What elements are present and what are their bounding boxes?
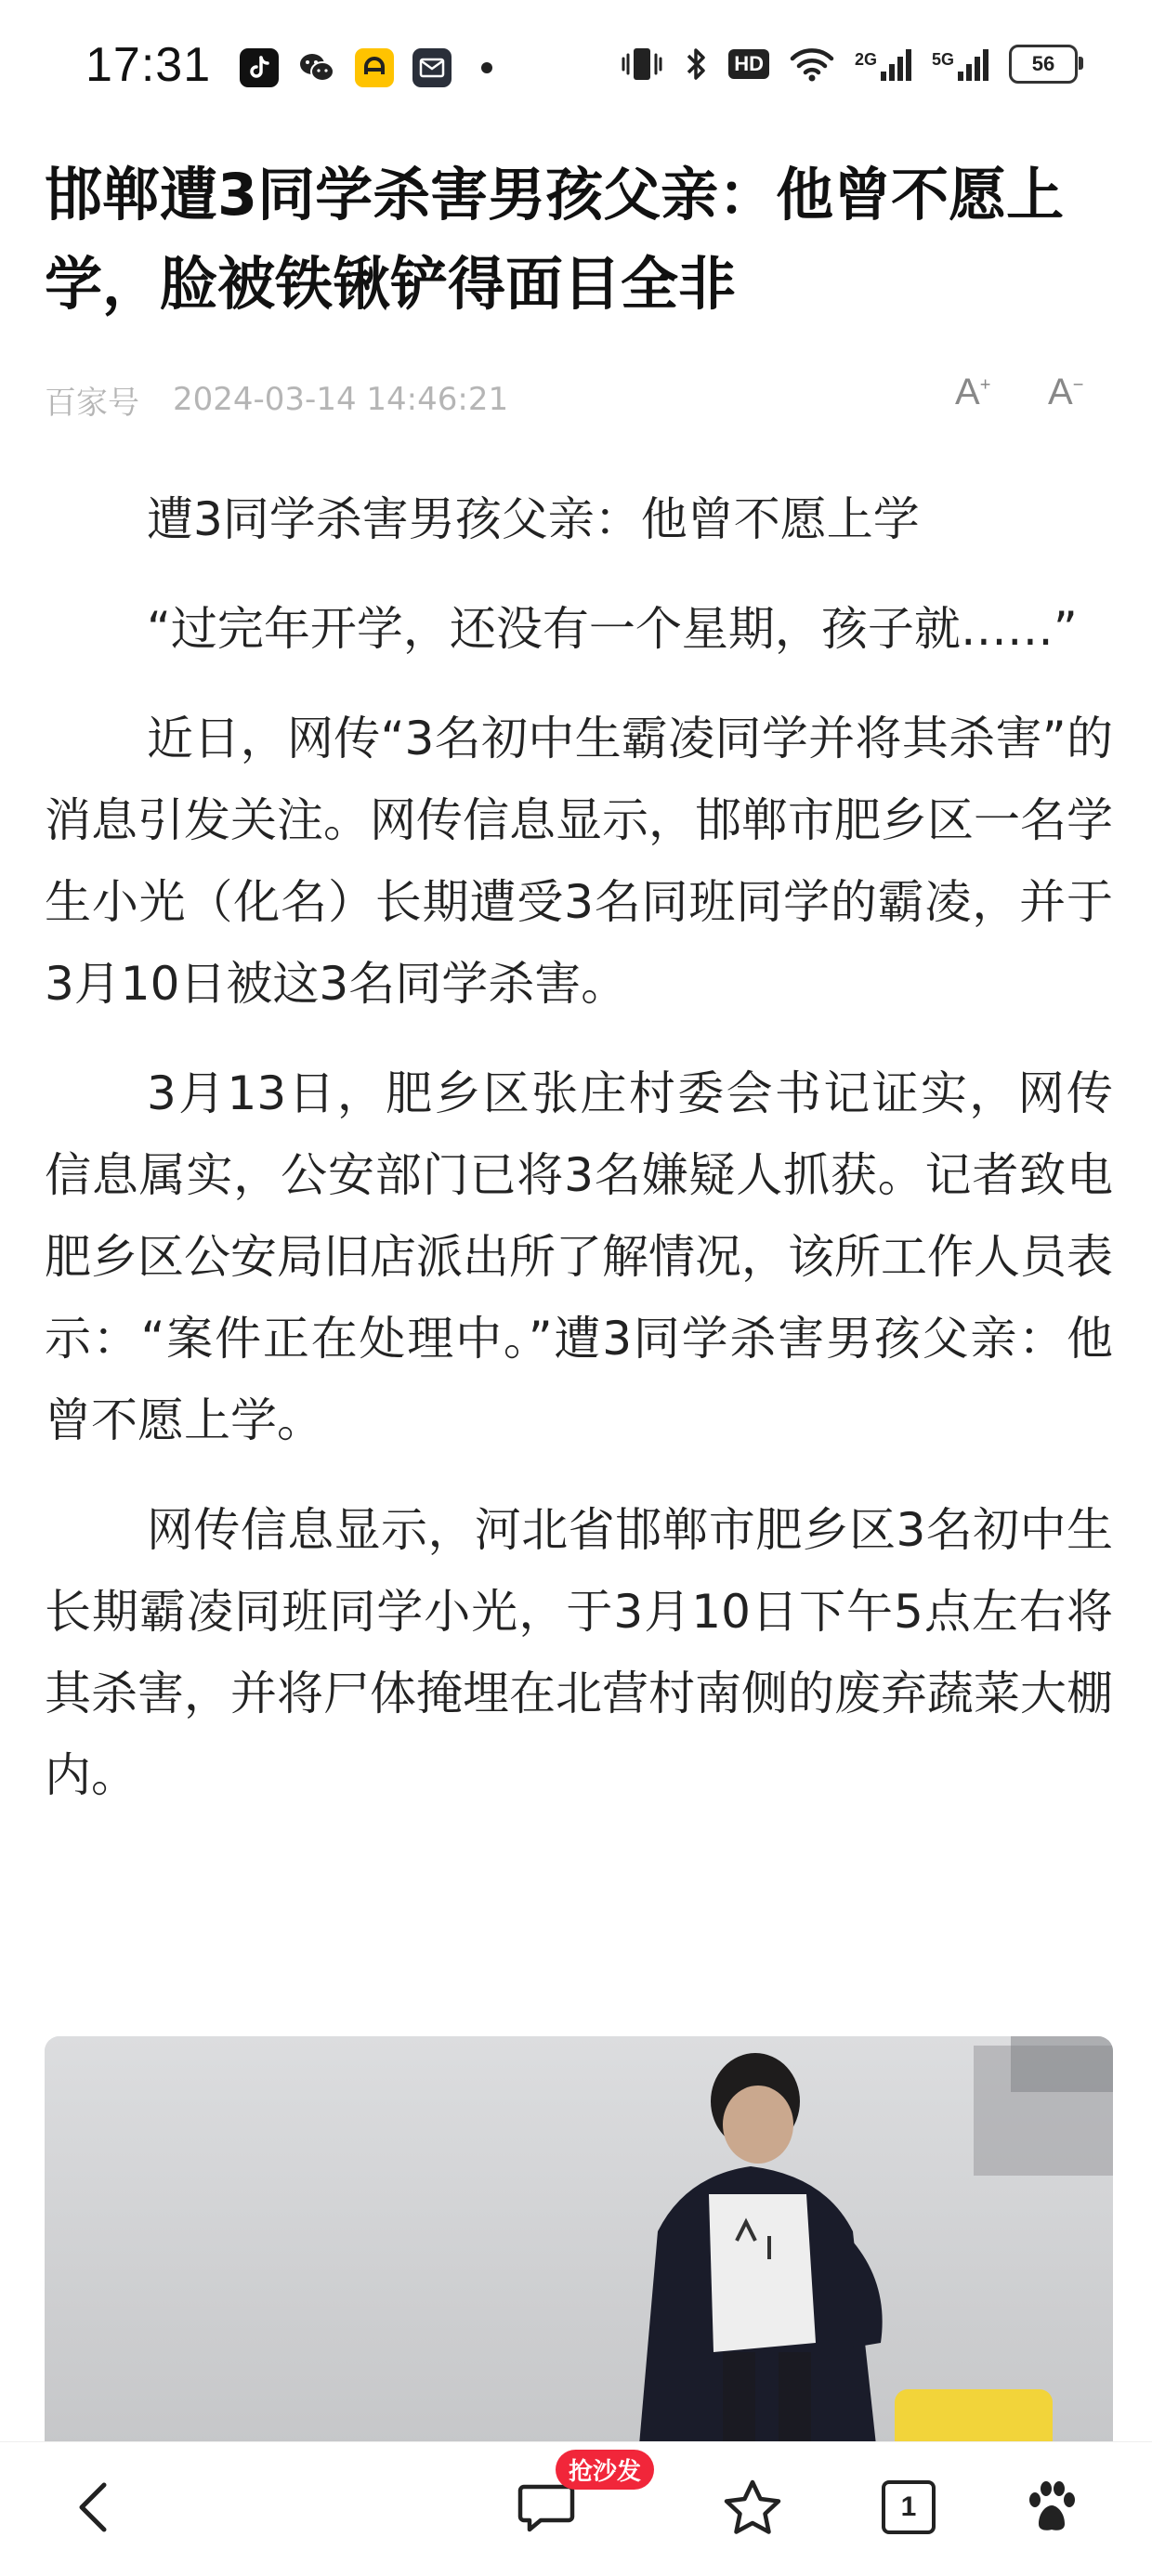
mail-icon [412, 48, 452, 87]
tiktok-icon [240, 48, 279, 87]
hd-badge: HD [728, 49, 769, 79]
signal-1 [855, 47, 911, 81]
paw-icon [1022, 2478, 1081, 2537]
network-label-1: 2G [854, 50, 877, 69]
article-title: 邯郸遭3同学杀害男孩父亲：他曾不愿上学，脸被铁锹铲得面目全非 [45, 161, 1065, 318]
plus-icon: + [979, 374, 991, 396]
signal-2 [932, 47, 988, 81]
font-decrease-label: A [1048, 372, 1073, 412]
wifi-icon [790, 46, 834, 82]
battery-indicator [1009, 45, 1078, 84]
comment-sofa-badge[interactable]: 抢沙发 [556, 2450, 654, 2490]
meituan-icon [355, 48, 394, 87]
more-notifications-dot [481, 62, 492, 73]
article-meta [45, 372, 1113, 427]
wechat-icon [297, 48, 336, 87]
back-button[interactable] [56, 2470, 130, 2544]
signal-bars-1-icon [880, 47, 911, 81]
tabs-button[interactable] [871, 2470, 946, 2544]
tab-count-box [882, 2480, 936, 2534]
back-arrow-icon [74, 2479, 111, 2535]
bottom-toolbar [0, 2441, 1152, 2576]
article-paragraph: 3月13日，肥乡区张庄村委会书记证实，网传信息属实，公安部门已将3名嫌疑人抓获。记者致电肥乡区公安局旧店派出所了解情况，该所工作人员表示：“案件正在处理中。”遭3同学杀害男孩父亲：他曾不愿上学。 [45, 1066, 1113, 1447]
font-increase-button[interactable] [955, 372, 990, 413]
bluetooth-icon [684, 46, 708, 83]
signal-bars-2-icon [957, 47, 988, 81]
status-bar [0, 0, 1152, 130]
article-paragraph: 网传信息显示，河北省邯郸市肥乡区3名初中生长期霸凌同班同学小光，于3月10日下午5点左右将其杀害，并将尸体掩埋在北营村南侧的废弃蔬菜大棚内。 [45, 1503, 1113, 1802]
font-increase-label: A [955, 372, 980, 412]
system-icons [621, 45, 1078, 84]
article-paragraph: “过完年开学，还没有一个星期，孩子就……” [147, 602, 1078, 656]
article-source[interactable]: 百家号 [45, 384, 139, 422]
favorite-button[interactable] [715, 2470, 790, 2544]
tab-count: 1 [900, 2491, 917, 2522]
battery-level: 56 [1031, 52, 1055, 75]
article-paragraph: 遭3同学杀害男孩父亲：他曾不愿上学 [147, 492, 920, 546]
article-image[interactable] [45, 2036, 1113, 2445]
article-paragraph: 近日，网传“3名初中生霸凌同学并将其杀害”的消息引发关注。网传信息显示，邯郸市肥乡区一名学生小光（化名）长期遭受3名同班同学的霸凌，并于3月10日被这3名同学杀害。 [45, 712, 1113, 1011]
status-time: 17:31 [85, 38, 212, 92]
notification-icons [240, 48, 492, 87]
network-label-2: 5G [931, 50, 954, 69]
baidu-home-button[interactable] [1015, 2470, 1089, 2544]
minus-icon: − [1072, 374, 1084, 396]
surveillance-photo [45, 2036, 1113, 2445]
article-body [45, 478, 1113, 1844]
article-datetime: 2024-03-14 14:46:21 [173, 381, 509, 418]
vibrate-icon [621, 46, 663, 83]
font-decrease-button[interactable] [1048, 372, 1083, 413]
star-icon [723, 2478, 782, 2536]
